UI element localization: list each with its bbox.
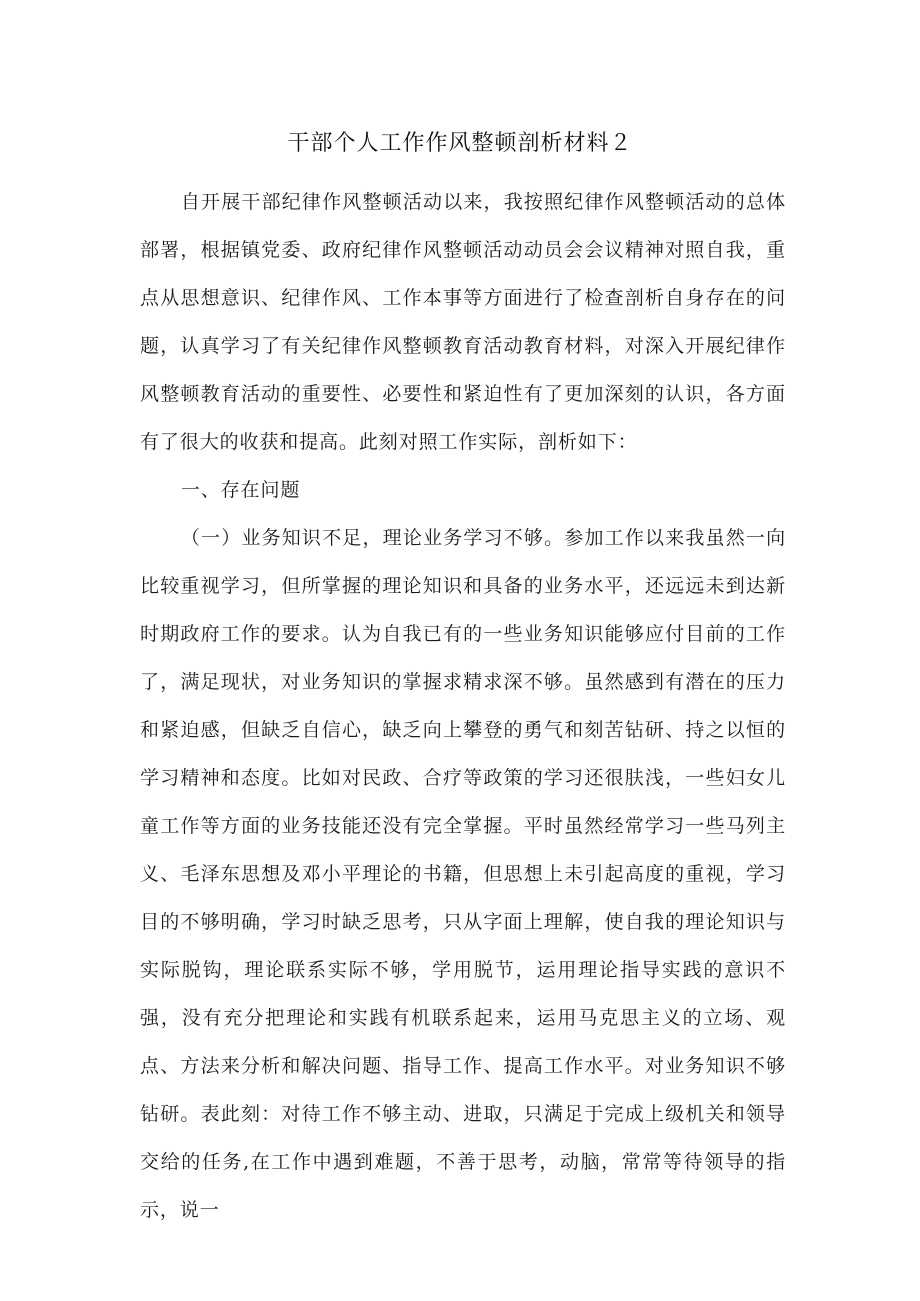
document-title: 干部个人工作作风整顿剖析材料２ — [287, 131, 633, 156]
paragraph-intro: 自开展干部纪律作风整顿活动以来，我按照纪律作风整顿活动的总体部署，根据镇党委、政府纪律作风整顿活动动员会会议精神对照自我，重点从思想意识、纪律作风、工作本事等方面进行了检查剖析自身存在的问题，认真学习了有关纪律作风整顿教育活动教育材料，对深入开展纪律作风整顿教育活动的重要性、必要性和紧迫性有了更加深刻的认识，各方面有了很大的收获和提高。此刻对照工作实际，剖析如下： — [140, 191, 786, 453]
document-body — [140, 178, 786, 1234]
section-heading-problems: 一、存在问题 — [180, 479, 301, 501]
paragraph-problem-1: （一）业务知识不足，理论业务学习不够。参加工作以来我虽然一向比较重视学习，但所掌握的理论知识和具备的业务水平，还远远未到达新时期政府工作的要求。认为自我已有的一些业务知识能够应付目前的工作了，满足现状，对业务知识的掌握求精求深不够。虽然感到有潜在的压力和紧迫感，但缺乏自信心，缺乏向上攀登的勇气和刻苦钻研、持之以恒的学习精神和态度。比如对民政、合疗等政策的学习还很肤浅，一些妇女儿童工作等方面的业务技能还没有完全掌握。平时虽然经常学习一些马列主义、毛泽东思想及邓小平理论的书籍，但思想上未引起高度的重视，学习目的不够明确，学习时缺乏思考，只从字面上理解，使自我的理论知识与实际脱钩，理论联系实际不够，学用脱节，运用理论指导实践的意识不强，没有充分把理论和实践有机联系起来，运用马克思主义的立场、观点、方法来分析和解决问题、指导工作、提高工作水平。对业务知识不够钻研。表此刻：对待工作不够主动、进取，只满足于完成上级机关和领导交给的任务,在工作中遇到难题，不善于思考，动脑，常常等待领导的指示，说一 — [140, 527, 786, 1221]
